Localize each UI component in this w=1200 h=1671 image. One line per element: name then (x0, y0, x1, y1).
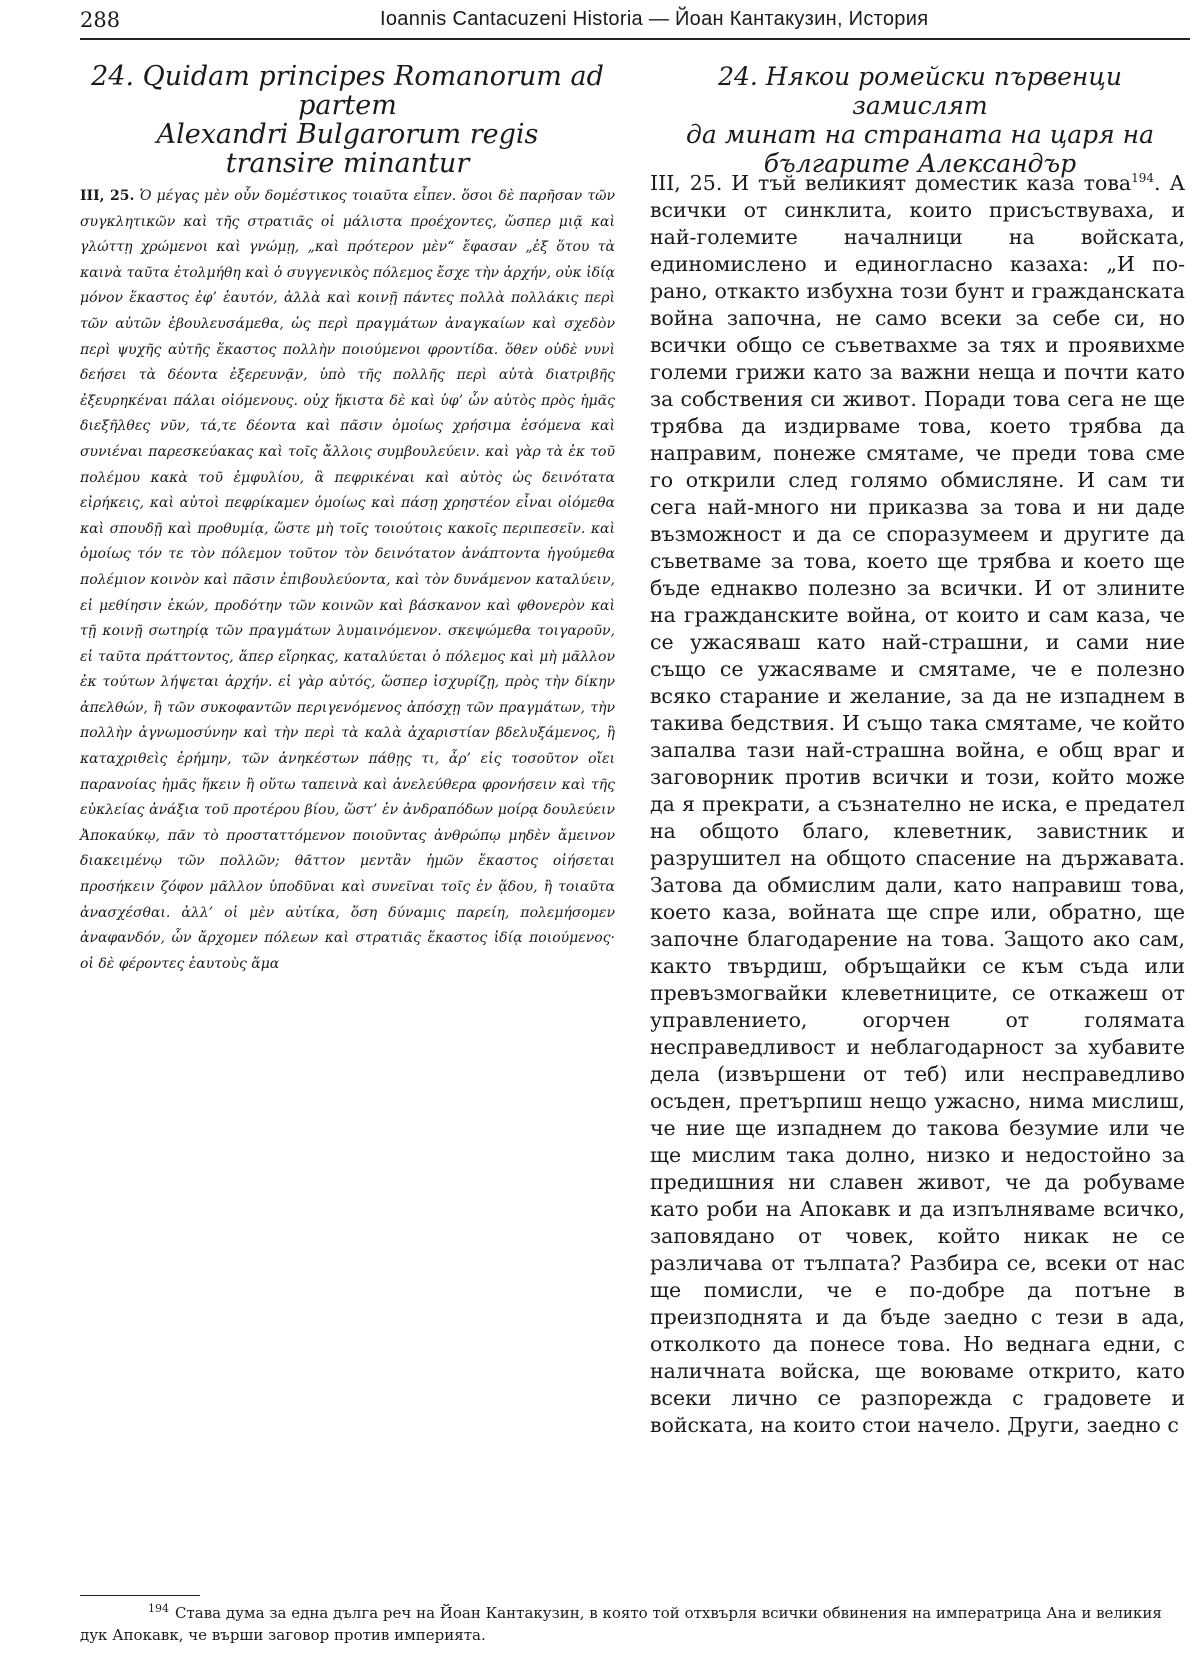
bulgarian-heading-line: българите Александър (763, 149, 1077, 178)
bulgarian-reference: III, 25. (650, 171, 723, 195)
bulgarian-heading-line: да минат на страната на царя на (686, 120, 1154, 149)
bulgarian-paragraph: . А всички от синклита, които присъствуваха, и най-големите началници на войската, единомислено и единогласно казаха: „И по-рано, откакто избухна този бунт и гражданската война започна, не само всеки за себе си, но всички общо се съветвахме за тях и проявихме големи грижи като за важни неща и почти като за собствения си живот. Поради това сега не ще трябва да издирваме това, което трябва да направим, понеже смятаме, че преди това сме го открили след голямо обмисляне. И сам ти сега най-много ни приказва за това и ни даде възможност и да се споразумеем и другите да съветваме за това, което ще трябва и което ще бъде еднакво полезно за всички. И от злините на гражданските война, от които и сам каза, че се ужасяваш като най-страшни, и сами ние също се ужасяваме и смятаме, че е полезно всяко старание и желание, за да не изпаднем в такива бедствия. И също така смятаме, че който запалва тази най-страшна война, е общ враг и заговорник против всички и този, който може да я прекрати, а съзнателно не иска, е предател на общото благо, клеветник, завистник и разрушител на общото спасение на държавата. Затова да обмислим дали, като направиш това, което каза, войната ще спре или, обратно, ще започне благодарение на това. Защото ако сам, както твърдиш, обръщайки се към съда или превъзмогвайки клеветниците, се откажеш от управлението, огорчен от голямата несправедливост и неблагодарност за хубавите дела (извършени от теб) или несправедливо осъден, претърпиш нещо ужасно, нима мислиш, че ние ще изпаднем до такова безумие или че ще мислим така долно, низко и недостойно за предишния ни славен живот, че да робуваме като роби на Апокавк и да изпълняваме всичко, заповядано от човек, който никак не се различава от тълпата? Разбира се, всеки от нас ще помисли, че е по-добре да потъне в преизподнята и да бъде заедно с тези в ада, отколкото да понесе това. Но веднага едни, с наличната войска, ще воюваме открито, като всеки лично се разпорежда с градовете и войската, на които стои начело. Други, заедно с (650, 171, 1185, 1437)
greek-reference: III, 25. (80, 188, 135, 204)
greek-paragraph: Ὁ μέγας μὲν οὖν δομέστικος τοιαῦτα εἶπεν. ὅσοι δὲ παρῆσαν τῶν συγκλητικῶν καὶ τῆς στρατιᾶς οἱ μάλιστα προέχοντες, ὥσπερ μιᾷ καὶ γλώττῃ χρώμενοι καὶ γνώμῃ, „καὶ πρότερον μὲν“ ἔφασαν „ἐξ ὅτου τὰ καινὰ ταῦτα ἐτολμήθη καὶ ὁ συγγενικὸς πόλεμος ἔσχε τὴν ἀρχήν, οὐκ ἰδίᾳ μόνον ἕκαστος ἐφ’ ἑαυτόν, ἀλλὰ καὶ κοινῇ πάντες πολλὰ πολλάκις περὶ τῶν αὐτῶν ἐβουλευσάμεθα, ὡς περὶ πραγμάτων ἀναγκαίων καὶ σχεδὸν περὶ ψυχῆς αὐτῆς ἕκαστος πολλὴν ποιούμενοι φροντίδα. ὅθεν οὐδὲ νυνὶ δεήσει τὰ δέοντα ἐξερευνᾷν, ὑπὸ τῆς πολλῆς περὶ αὐτὰ διατριβῆς ἐξευρηκέναι πάλαι οἰόμενους. οὐχ ἥκιστα δὲ καὶ ὑφ’ ὧν αὐτὸς πρὸς ἡμᾶς διεξῆλθες νῦν, τά,τε δέοντα καὶ πᾶσιν ὁμοίως χρήσιμα ἐσόμενα καὶ συνιέναι παρεσκεύακας καὶ τοῖς ἄλλοις συμβουλεύειν. καὶ γὰρ τὰ ἐκ τοῦ πολέμου κακὰ τοῦ ἐμφυλίου, ἃ πεφρικέναι καὶ αὐτὸς ὡς δεινότατα εἰρήκεις, καὶ αὐτοὶ πεφρίκαμεν ὁμοίως καὶ πάσῃ χρηστέον εἶναι οἰόμεθα καὶ σπουδῇ καὶ προθυμίᾳ, ὥστε μὴ τοῖς τοιούτοις κακοῖς περιπεσεῖν. καὶ ὁμοίως τόν τε τὸν πόλεμον τοῦτον τὸν δεινότατον ἀνάπτοντα ἡγούμεθα πολέμιον κοινὸν καὶ πᾶσιν ἐπιβουλεύοντα, καὶ τὸν δυνάμενον καταλύειν, εἰ μεθίησιν ἑκών, προδότην τῶν κοινῶν καὶ βάσκανον καὶ φθονερὸν καὶ τῇ κοινῇ σωτηρίᾳ τῶν πραγμάτων λυμαινόμενον. σκεψώμεθα τοιγαροῦν, εἰ ταῦτα πράττοντος, ἅπερ εἴρηκας, καταλύεται ὁ πόλεμος καὶ μὴ μᾶλλον ἐκ τούτων λήψεται ἀρχήν. εἰ γὰρ αὐτός, ὥσπερ ἰσχυρίζῃ, πρὸς τὴν δίκην ἀπελθών, ἢ τῶν συκοφαντῶν περιγενόμενος ἀπόσχῃ τῶν πραγμάτων, τὴν πολλὴν ἀγνωμοσύνην καὶ τὴν περὶ τὰ καλὰ ἀχαριστίαν βδελυξάμενος, ἢ καταχριθεὶς ἐρήμην, τῶν ἀνηκέστων πάθῃς τι, ἆρ’ εἰς τοσοῦτον οἴει παρανοίας ἡμᾶς ἥκειν ἢ οὕτω ταπεινὰ καὶ ἀνελεύθερα φρονήσειν καὶ τῆς εὐκλείας ἀνάξια τοῦ προτέρου βίου, ὥστ’ ἐν ἀνδραπόδων μοίρᾳ δουλεύειν Ἀποκαύκῳ, πᾶν τὸ προσταττόμενον ποιοῦντας ἀνθρώπῳ μηδὲν ἄμεινον διακειμένῳ τῶν πολλῶν; θᾶττον μεντἂν ἡμῶν ἕκαστος οἰήσεται προσήκειν ζόφον μᾶλλον ὑποδῦναι καὶ συνεῖναι τοῖς ἐν ᾅδου, ἢ τοιαῦτα ἀνασχέσθαι. ἀλλ’ οἱ μὲν αὐτίκα, ὅση δύναμις παρείη, πολεμήσομεν ἀναφανδόν, ὧν ἄρχομεν πόλεων καὶ στρατιᾶς ἕκαστος ἰδίᾳ ποιούμενος· οἱ δὲ φέροντες ἑαυτοὺς ἅμα (80, 188, 615, 972)
latin-heading-line: 24. Quidam principes Romanorum ad partem (91, 61, 604, 121)
footnote-marker[interactable]: 194 (1131, 171, 1155, 186)
footnote-rule (80, 1595, 200, 1596)
footnote-number: 194 (148, 1602, 169, 1615)
bulgarian-heading-line: 24. Някои ромейски първенци замислят (718, 62, 1122, 120)
footnote (80, 1602, 1190, 1646)
greek-text (80, 184, 615, 977)
latin-heading-line: Alexandri Bulgarorum regis (156, 119, 539, 150)
running-title: Ioannis Cantacuzeni Historia — Йоан Кантакузин, История (380, 8, 929, 30)
latin-heading-line: transire minantur (225, 148, 470, 179)
bulgarian-paragraph-start: И тъй великият доместик каза това (731, 171, 1132, 195)
running-head (80, 8, 1190, 40)
page-number: 288 (80, 8, 121, 32)
footnote-text: Става дума за една дълга реч на Йоан Кантакузин, в която той отхвърля всички обвинения на императрица Ана и великия дук Апокавк, че върши заговор против империята. (80, 1604, 1162, 1644)
bulgarian-column (650, 62, 1190, 1437)
latin-chapter-heading (80, 62, 615, 178)
header-rule (80, 38, 1190, 40)
bulgarian-chapter-heading (650, 62, 1190, 178)
greek-column (80, 61, 615, 972)
bulgarian-text (650, 170, 1185, 1439)
